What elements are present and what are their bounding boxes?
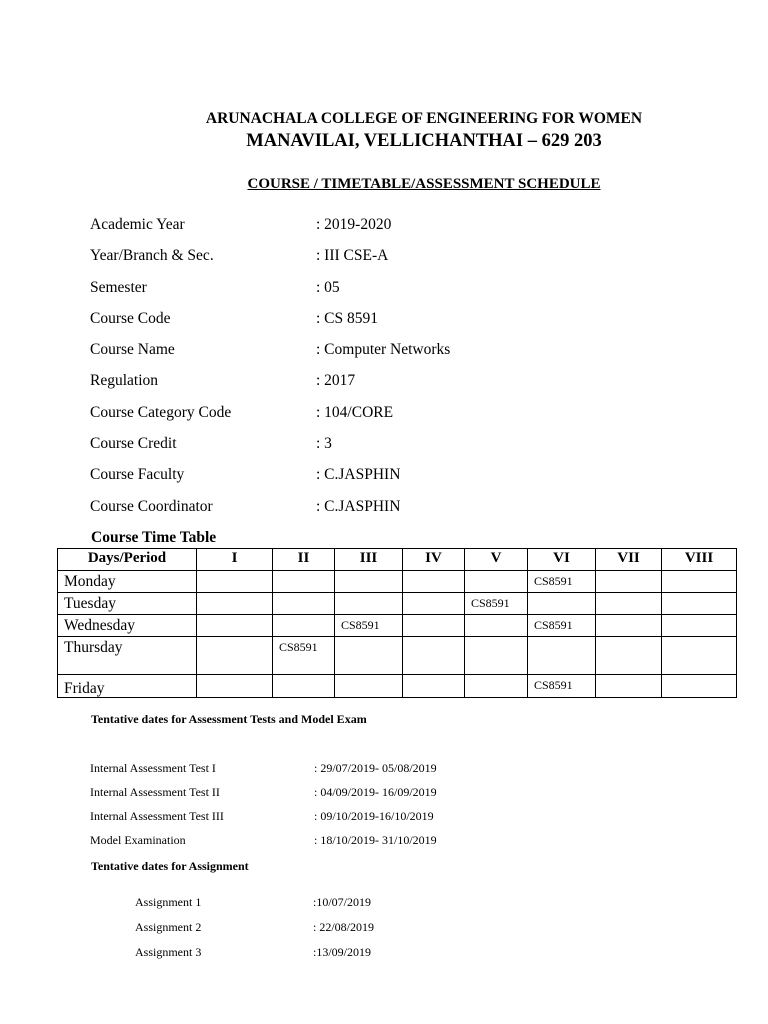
period-cell: CS8591	[528, 675, 596, 698]
info-label: Course Faculty	[90, 466, 185, 484]
table-row	[58, 615, 737, 637]
period-cell	[197, 571, 273, 593]
period-cell	[335, 571, 403, 593]
day-cell: Thursday	[58, 637, 197, 675]
assessment-label: Internal Assessment Test III	[90, 809, 224, 823]
period-cell	[596, 615, 662, 637]
period-cell: CS8591	[335, 615, 403, 637]
info-row	[90, 466, 690, 497]
day-cell: Wednesday	[58, 615, 197, 637]
info-value: : C.JASPHIN	[316, 497, 401, 515]
info-label: Course Coordinator	[90, 497, 213, 515]
period-cell	[335, 675, 403, 698]
info-row	[90, 247, 690, 278]
table-row	[58, 571, 737, 593]
college-name: ARUNACHALA COLLEGE OF ENGINEERING FOR WOMEN	[205, 110, 643, 127]
assessment-label: Internal Assessment Test I	[90, 761, 216, 775]
info-value: : 05	[316, 278, 340, 296]
assignment-date: :10/07/2019	[313, 895, 372, 909]
timetable-heading: Course Time Table	[91, 529, 217, 546]
info-label: Semester	[90, 278, 147, 296]
info-label: Regulation	[90, 372, 159, 390]
assessment-date: : 04/09/2019- 16/09/2019	[314, 785, 437, 799]
day-cell: Friday	[58, 675, 197, 698]
period-cell	[662, 675, 737, 698]
info-label: Course Category Code	[90, 403, 232, 421]
info-row	[90, 279, 690, 310]
period-cell	[528, 637, 596, 675]
column-header: VII	[596, 549, 662, 571]
info-row	[90, 216, 690, 247]
info-value: : 104/CORE	[316, 403, 394, 421]
college-address: MANAVILAI, VELLICHANTHAI – 629 203	[246, 131, 602, 151]
info-row	[90, 435, 690, 466]
period-cell	[596, 675, 662, 698]
assessment-label: Model Examination	[90, 833, 186, 847]
assessment-date: : 29/07/2019- 05/08/2019	[314, 761, 437, 775]
column-header: Days/Period	[58, 549, 197, 571]
document-title: COURSE / TIMETABLE/ASSESSMENT SCHEDULE	[247, 176, 601, 192]
table-row	[58, 675, 737, 698]
info-row	[90, 372, 690, 403]
info-label: Academic Year	[90, 216, 185, 233]
info-value: : C.JASPHIN	[316, 466, 401, 484]
table-row	[58, 593, 737, 615]
period-cell	[465, 615, 528, 637]
info-label: Course Credit	[90, 435, 177, 453]
day-cell: Monday	[58, 571, 197, 593]
period-cell	[273, 571, 335, 593]
period-cell	[335, 637, 403, 675]
info-label: Course Code	[90, 309, 171, 327]
period-cell	[465, 637, 528, 675]
period-cell	[273, 593, 335, 615]
info-row	[90, 341, 690, 372]
info-value: : Computer Networks	[316, 341, 451, 359]
period-cell	[596, 571, 662, 593]
period-cell	[465, 675, 528, 698]
period-cell: CS8591	[273, 637, 335, 675]
period-cell	[403, 675, 465, 698]
period-cell: CS8591	[528, 615, 596, 637]
column-header: III	[335, 549, 403, 571]
info-value: : III CSE-A	[316, 247, 389, 265]
period-cell	[596, 637, 662, 675]
assignment-label: Assignment 2	[135, 920, 202, 934]
info-row	[90, 310, 690, 341]
period-cell	[662, 615, 737, 637]
assignment-label: Assignment 3	[135, 945, 202, 959]
table-row	[58, 637, 737, 675]
assignment-date: :13/09/2019	[313, 945, 372, 959]
period-cell	[197, 637, 273, 675]
period-cell	[403, 571, 465, 593]
info-value: : CS 8591	[316, 309, 379, 327]
period-cell	[662, 571, 737, 593]
assessment-date: : 09/10/2019-16/10/2019	[314, 809, 434, 823]
assignment-label: Assignment 1	[135, 895, 202, 909]
period-cell	[662, 593, 737, 615]
day-cell: Tuesday	[58, 593, 197, 615]
period-cell	[403, 615, 465, 637]
period-cell	[197, 593, 273, 615]
assessment-label: Internal Assessment Test II	[90, 785, 220, 799]
info-row	[90, 498, 690, 529]
period-cell	[197, 615, 273, 637]
period-cell: CS8591	[465, 593, 528, 615]
period-cell	[403, 593, 465, 615]
period-cell	[335, 593, 403, 615]
info-row	[90, 404, 690, 435]
period-cell	[596, 593, 662, 615]
column-header: VI	[528, 549, 596, 571]
period-cell	[273, 615, 335, 637]
info-value: : 2017	[316, 372, 356, 390]
period-cell	[273, 675, 335, 698]
info-label: Year/Branch & Sec.	[90, 247, 214, 265]
timetable	[57, 548, 737, 698]
period-cell	[528, 593, 596, 615]
period-cell	[197, 675, 273, 698]
assignment-heading: Tentative dates for Assignment	[91, 859, 249, 873]
assessment-heading: Tentative dates for Assessment Tests and Model Exam	[91, 712, 367, 726]
column-header: I	[197, 549, 273, 571]
period-cell	[403, 637, 465, 675]
column-header: VIII	[662, 549, 737, 571]
period-cell	[662, 637, 737, 675]
column-header: V	[465, 549, 528, 571]
info-value: : 3	[316, 435, 332, 453]
period-cell	[465, 571, 528, 593]
column-header: IV	[403, 549, 465, 571]
assignment-date: : 22/08/2019	[313, 920, 375, 934]
column-header: II	[273, 549, 335, 571]
assessment-date: : 18/10/2019- 31/10/2019	[314, 833, 437, 847]
info-label: Course Name	[90, 341, 175, 359]
info-value: : 2019-2020	[316, 216, 392, 233]
course-info-list	[90, 216, 690, 529]
period-cell: CS8591	[528, 571, 596, 593]
